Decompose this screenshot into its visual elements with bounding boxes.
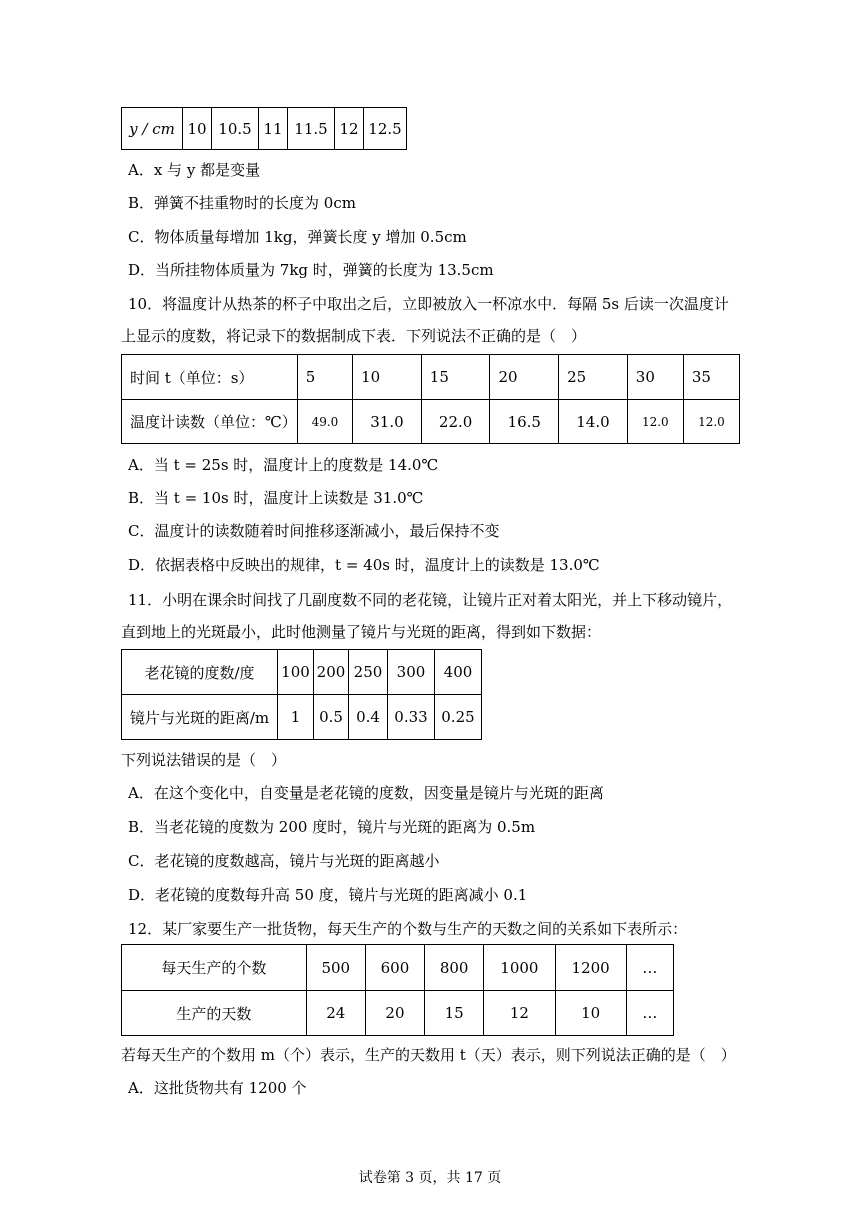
table-cell: 0.25 [435,695,482,740]
table-cell: 15 [425,991,484,1036]
table-cell: 20 [490,355,559,400]
table-cell: 10 [353,355,422,400]
table-cell: 12.5 [364,108,407,150]
table-cell: 1200 [555,945,626,991]
table-cell: 12 [484,991,555,1036]
table-cell: 12 [335,108,364,150]
q11-option-a: A．在这个变化中，自变量是老花镜的度数，因变量是镜片与光斑的距离 [128,784,604,802]
q12-option-a: A．这批货物共有 1200 个 [128,1079,307,1097]
table-cell: 22.0 [421,400,490,444]
q10-option-b: B．当 t = 10s 时，温度计上读数是 31.0℃ [128,489,424,507]
table-cell: 300 [388,650,435,695]
table-cell: 10 [555,991,626,1036]
table-cell: 24 [306,991,365,1036]
table-cell: 400 [435,650,482,695]
table-cell: 15 [421,355,490,400]
table-cell: 800 [425,945,484,991]
q10-option-c: C．温度计的读数随着时间推移逐渐减小，最后保持不变 [128,522,500,540]
table-cell: 0.5 [314,695,349,740]
page-footer: 试卷第 3 页，共 17 页 [358,1170,502,1186]
table-cell: 11.5 [288,108,335,150]
table-cell: 14.0 [559,400,628,444]
table-cell: … [626,991,673,1036]
reading-glasses-table [121,649,482,740]
table-cell: 49.0 [297,400,352,444]
q12-prompt: 若每天生产的个数用 m（个）表示，生产的天数用 t（天）表示，则下列说法正确的是（ ） [121,1046,736,1064]
table-cell: 0.33 [388,695,435,740]
table-cell: … [626,945,673,991]
table-header-cell: 温度计读数（单位：℃） [122,400,298,444]
q10-option-a: A．当 t = 25s 时，温度计上的度数是 14.0℃ [128,456,439,474]
q9-option-c: C．物体质量每增加 1kg，弹簧长度 y 增加 0.5cm [128,228,467,246]
q12-text-line1: 12．某厂家要生产一批货物，每天生产的个数与生产的天数之间的关系如下表所示： [128,920,688,938]
table-cell: 10.5 [212,108,259,150]
table-cell: 11 [259,108,288,150]
table-cell: 0.4 [349,695,388,740]
table-cell: 12.0 [627,400,683,444]
table-cell: 30 [627,355,683,400]
q10-text-line1: 10．将温度计从热茶的杯子中取出之后，立即被放入一杯凉水中．每隔 5s 后读一次温度计 [128,295,729,313]
q11-option-b: B．当老花镜的度数为 200 度时，镜片与光斑的距离为 0.5m [128,818,536,836]
table-header-cell: 每天生产的个数 [122,945,307,991]
table-cell: 600 [365,945,424,991]
table-cell: 5 [297,355,352,400]
table-cell: 10 [183,108,212,150]
q9-option-b: B．弹簧不挂重物时的长度为 0cm [128,194,356,212]
spring-length-table [121,107,407,150]
table-cell: 1 [278,695,314,740]
table-cell: 100 [278,650,314,695]
table-header-cell: 镜片与光斑的距离/m [122,695,278,740]
table-cell: 31.0 [353,400,422,444]
q11-text-line2: 直到地上的光斑最小，此时他测量了镜片与光斑的距离，得到如下数据： [121,623,602,641]
q11-option-d: D．老花镜的度数每升高 50 度，镜片与光斑的距离减小 0.1 [128,886,528,904]
table-header-cell: 老花镜的度数/度 [122,650,278,695]
table-cell: 1000 [484,945,555,991]
q10-text-line2: 上显示的度数，将记录下的数据制成下表．下列说法不正确的是（ ） [121,327,587,345]
table-cell: 25 [559,355,628,400]
q11-prompt: 下列说法错误的是（ ） [121,751,287,769]
q9-option-d: D．当所挂物体质量为 7kg 时，弹簧的长度为 13.5cm [128,261,494,279]
q11-text-line1: 11．小明在课余时间找了几副度数不同的老花镜，让镜片正对着太阳光，并上下移动镜片， [128,591,733,609]
q11-option-c: C．老花镜的度数越高，镜片与光斑的距离越小 [128,852,440,870]
table-cell: 16.5 [490,400,559,444]
q9-option-a: A．x 与 y 都是变量 [128,161,261,179]
table-header-cell: y / cm [122,108,183,150]
table-header-cell: 时间 t（单位：s） [122,355,298,400]
table-cell: 250 [349,650,388,695]
table-cell: 500 [306,945,365,991]
table-header-cell: 生产的天数 [122,991,307,1036]
table-cell: 35 [683,355,739,400]
q10-option-d: D．依据表格中反映出的规律，t = 40s 时，温度计上的读数是 13.0℃ [128,556,600,574]
table-cell: 12.0 [683,400,739,444]
temperature-table [121,354,740,444]
table-cell: 20 [365,991,424,1036]
production-table [121,944,674,1036]
table-cell: 200 [314,650,349,695]
